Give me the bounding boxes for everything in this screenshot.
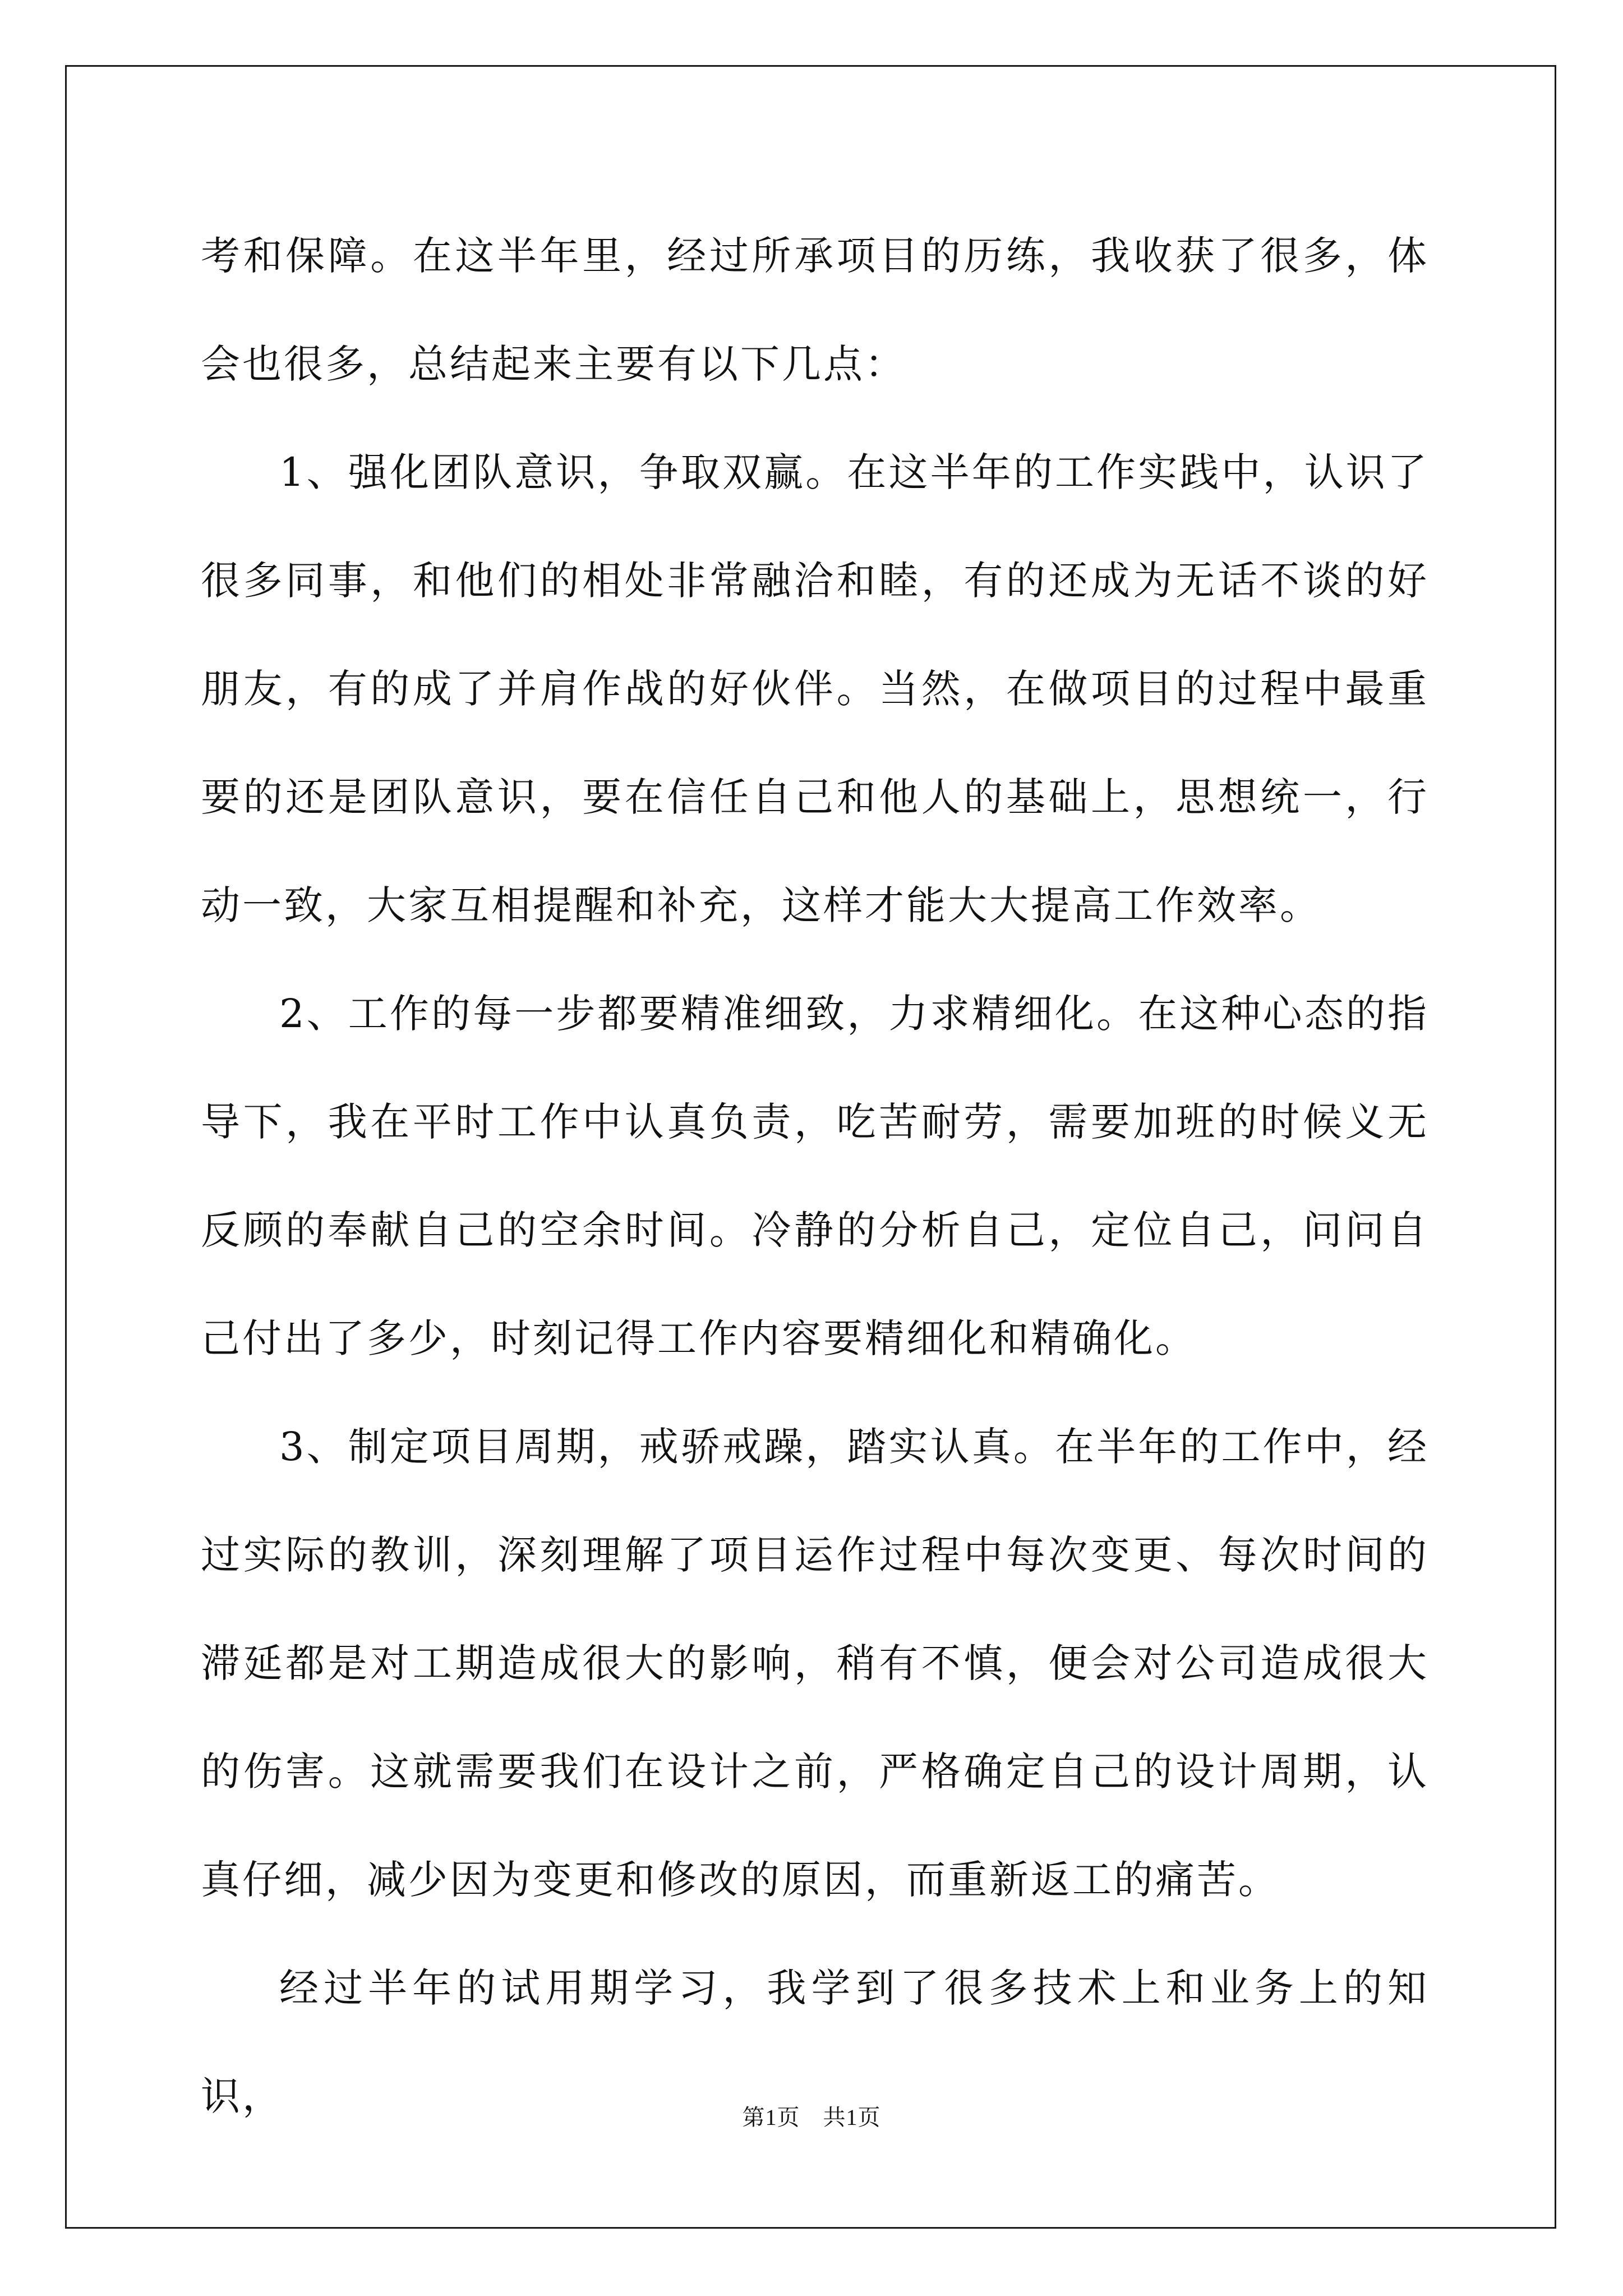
paragraph-4: 3、制定项目周期，戒骄戒躁，踏实认真。在半年的工作中，经过实际的教训，深刻理解了项目运作过程中每次变更、每次时间的滞延都是对工期造成很大的影响，稍有不慎，便会对公司造成很大的伤害。这就需要我们在设计之前，严格确定自己的设计周期，认真仔细，减少因为变更和修改的原因，而重新返工的痛苦。 (201, 1424, 1429, 1903)
document-body (201, 202, 1429, 2151)
page-footer: 第1页 共1页 (742, 2105, 881, 2130)
paragraph-5: 经过半年的试用期学习，我学到了很多技术上和业务上的知识， (201, 1965, 1429, 2119)
paragraph-1: 考和保障。在这半年里，经过所承项目的历练，我收获了很多，体会也很多，总结起来主要有以下几点： (201, 233, 1429, 387)
paragraph-3: 2、工作的每一步都要精准细致，力求精细化。在这种心态的指导下，我在平时工作中认真负责，吃苦耐劳，需要加班的时候义无反顾的奉献自己的空余时间。冷静的分析自己，定位自己，问问自己付出了多少，时刻记得工作内容要精细化和精确化。 (201, 991, 1429, 1361)
paragraph-2: 1、强化团队意识，争取双赢。在这半年的工作实践中，认识了很多同事，和他们的相处非常融洽和睦，有的还成为无话不谈的好朋友，有的成了并肩作战的好伙伴。当然，在做项目的过程中最重要的还是团队意识，要在信任自己和他人的基础上，思想统一，行动一致，大家互相提醒和补充，这样才能大大提高工作效率。 (201, 449, 1429, 928)
